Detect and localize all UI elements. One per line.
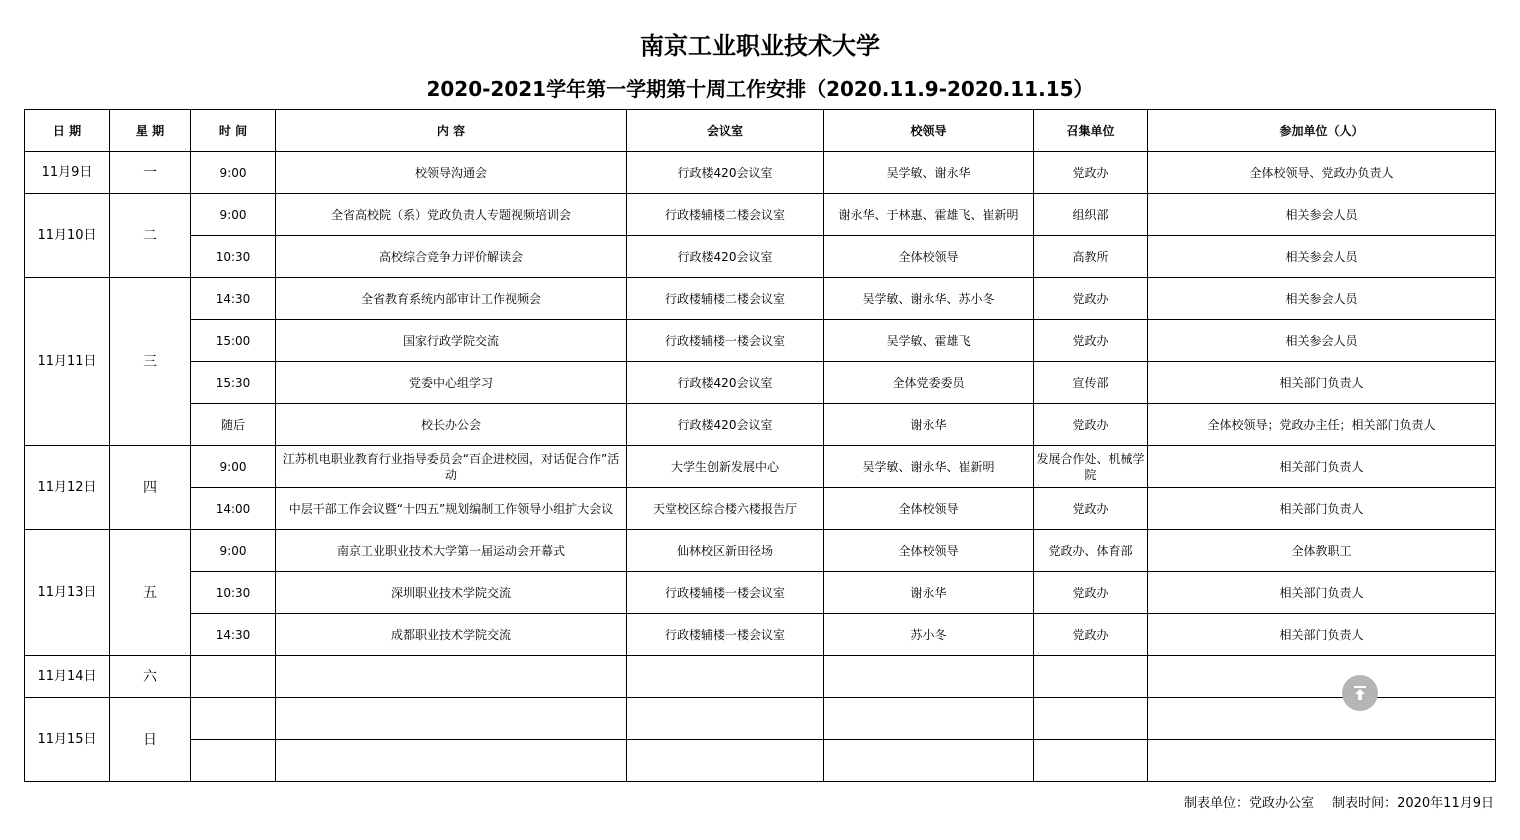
table-row — [25, 740, 1496, 782]
schedule-table — [24, 109, 1496, 782]
table-row — [25, 194, 1496, 236]
schedule-body — [25, 152, 1496, 782]
room-cell: 行政楼辅楼一楼会议室 — [627, 614, 824, 656]
attendees-cell: 相关部门负责人 — [1148, 572, 1496, 614]
leaders-cell: 全体校领导 — [824, 236, 1034, 278]
attendees-cell — [1148, 740, 1496, 782]
room-cell: 行政楼辅楼一楼会议室 — [627, 572, 824, 614]
attendees-cell: 相关参会人员 — [1148, 320, 1496, 362]
time-cell: 9:00 — [191, 446, 276, 488]
room-cell — [627, 698, 824, 740]
weekday-cell: 一 — [110, 152, 191, 194]
room-cell — [627, 656, 824, 698]
weekday-cell: 三 — [110, 278, 191, 446]
weekday-cell: 二 — [110, 194, 191, 278]
room-cell: 行政楼420会议室 — [627, 152, 824, 194]
column-header-attendees: 参加单位（人） — [1148, 110, 1496, 152]
attendees-cell: 全体教职工 — [1148, 530, 1496, 572]
room-cell: 行政楼辅楼二楼会议室 — [627, 278, 824, 320]
leaders-cell: 谢永华 — [824, 572, 1034, 614]
time-cell: 14:00 — [191, 488, 276, 530]
time-cell — [191, 740, 276, 782]
attendees-cell: 相关部门负责人 — [1148, 446, 1496, 488]
convener-cell: 党政办 — [1034, 320, 1148, 362]
column-header-convener: 召集单位 — [1034, 110, 1148, 152]
table-row — [25, 698, 1496, 740]
content-cell: 全省高校院（系）党政负责人专题视频培训会 — [276, 194, 627, 236]
time-cell: 10:30 — [191, 572, 276, 614]
leaders-cell: 吴学敏、谢永华、崔新明 — [824, 446, 1034, 488]
content-cell — [276, 698, 627, 740]
time-cell: 9:00 — [191, 530, 276, 572]
convener-cell — [1034, 740, 1148, 782]
convener-cell: 党政办 — [1034, 278, 1148, 320]
attendees-cell: 相关参会人员 — [1148, 278, 1496, 320]
date-cell: 11月13日 — [25, 530, 110, 656]
table-row — [25, 152, 1496, 194]
table-row — [25, 362, 1496, 404]
leaders-cell: 苏小冬 — [824, 614, 1034, 656]
time-cell — [191, 698, 276, 740]
convener-cell: 党政办 — [1034, 614, 1148, 656]
time-cell: 14:30 — [191, 278, 276, 320]
content-cell: 党委中心组学习 — [276, 362, 627, 404]
content-cell: 校领导沟通会 — [276, 152, 627, 194]
leaders-cell: 谢永华、于林惠、霍雄飞、崔新明 — [824, 194, 1034, 236]
content-cell: 成都职业技术学院交流 — [276, 614, 627, 656]
table-row — [25, 446, 1496, 488]
convener-cell: 组织部 — [1034, 194, 1148, 236]
content-cell — [276, 656, 627, 698]
room-cell: 行政楼420会议室 — [627, 236, 824, 278]
content-cell — [276, 740, 627, 782]
time-cell — [191, 656, 276, 698]
convener-cell: 高教所 — [1034, 236, 1148, 278]
date-cell: 11月15日 — [25, 698, 110, 782]
room-cell: 仙林校区新田径场 — [627, 530, 824, 572]
room-cell: 行政楼辅楼一楼会议室 — [627, 320, 824, 362]
leaders-cell: 吴学敏、谢永华、苏小冬 — [824, 278, 1034, 320]
date-cell: 11月10日 — [25, 194, 110, 278]
content-cell: 国家行政学院交流 — [276, 320, 627, 362]
leaders-cell — [824, 656, 1034, 698]
weekday-cell: 日 — [110, 698, 191, 782]
weekday-cell: 六 — [110, 656, 191, 698]
leaders-cell: 全体校领导 — [824, 488, 1034, 530]
footer-time: 制表时间：2020年11月9日 — [1332, 796, 1494, 811]
column-header-date: 日 期 — [25, 110, 110, 152]
attendees-cell: 相关部门负责人 — [1148, 362, 1496, 404]
leaders-cell: 吴学敏、谢永华 — [824, 152, 1034, 194]
date-cell: 11月11日 — [25, 278, 110, 446]
time-cell: 随后 — [191, 404, 276, 446]
time-cell: 9:00 — [191, 152, 276, 194]
table-row — [25, 404, 1496, 446]
attendees-cell: 全体校领导；党政办主任；相关部门负责人 — [1148, 404, 1496, 446]
table-row — [25, 656, 1496, 698]
table-row — [25, 572, 1496, 614]
table-row — [25, 530, 1496, 572]
column-header-time: 时 间 — [191, 110, 276, 152]
attendees-cell — [1148, 656, 1496, 698]
column-header-room: 会议室 — [627, 110, 824, 152]
column-header-weekday: 星 期 — [110, 110, 191, 152]
attendees-cell — [1148, 698, 1496, 740]
time-cell: 15:00 — [191, 320, 276, 362]
table-header-row — [25, 110, 1496, 152]
date-cell: 11月14日 — [25, 656, 110, 698]
back-to-top-button[interactable] — [1342, 675, 1378, 711]
table-row — [25, 278, 1496, 320]
content-cell: 南京工业职业技术大学第一届运动会开幕式 — [276, 530, 627, 572]
room-cell: 行政楼辅楼二楼会议室 — [627, 194, 824, 236]
content-cell: 校长办公会 — [276, 404, 627, 446]
table-row — [25, 614, 1496, 656]
leaders-cell: 全体党委委员 — [824, 362, 1034, 404]
leaders-cell: 谢永华 — [824, 404, 1034, 446]
column-header-content: 内 容 — [276, 110, 627, 152]
attendees-cell: 全体校领导、党政办负责人 — [1148, 152, 1496, 194]
time-cell: 10:30 — [191, 236, 276, 278]
room-cell: 行政楼420会议室 — [627, 362, 824, 404]
time-cell: 14:30 — [191, 614, 276, 656]
content-cell: 高校综合竞争力评价解读会 — [276, 236, 627, 278]
weekday-cell: 五 — [110, 530, 191, 656]
leaders-cell: 全体校领导 — [824, 530, 1034, 572]
attendees-cell: 相关部门负责人 — [1148, 614, 1496, 656]
convener-cell: 党政办 — [1034, 488, 1148, 530]
time-cell: 9:00 — [191, 194, 276, 236]
content-cell: 深圳职业技术学院交流 — [276, 572, 627, 614]
convener-cell: 党政办 — [1034, 152, 1148, 194]
room-cell: 行政楼420会议室 — [627, 404, 824, 446]
page-subtitle: 2020-2021学年第一学期第十周工作安排（2020.11.9-2020.11.15） — [426, 77, 1094, 101]
convener-cell: 宣传部 — [1034, 362, 1148, 404]
content-cell: 江苏机电职业教育行业指导委员会“百企进校园，对话促合作”活动 — [276, 446, 627, 488]
convener-cell — [1034, 656, 1148, 698]
table-row — [25, 488, 1496, 530]
table-row — [25, 236, 1496, 278]
room-cell: 大学生创新发展中心 — [627, 446, 824, 488]
room-cell: 天堂校区综合楼六楼报告厅 — [627, 488, 824, 530]
leaders-cell — [824, 698, 1034, 740]
convener-cell: 党政办 — [1034, 572, 1148, 614]
content-cell: 中层干部工作会议暨“十四五”规划编制工作领导小组扩大会议 — [276, 488, 627, 530]
footer — [1170, 794, 1494, 814]
date-cell: 11月9日 — [25, 152, 110, 194]
attendees-cell: 相关参会人员 — [1148, 194, 1496, 236]
date-cell: 11月12日 — [25, 446, 110, 530]
table-row — [25, 320, 1496, 362]
page-title: 南京工业职业技术大学 — [640, 32, 880, 60]
convener-cell: 党政办、体育部 — [1034, 530, 1148, 572]
content-cell: 全省教育系统内部审计工作视频会 — [276, 278, 627, 320]
attendees-cell: 相关部门负责人 — [1148, 488, 1496, 530]
column-header-leaders: 校领导 — [824, 110, 1034, 152]
time-cell: 15:30 — [191, 362, 276, 404]
attendees-cell: 相关参会人员 — [1148, 236, 1496, 278]
leaders-cell — [824, 740, 1034, 782]
convener-cell: 发展合作处、机械学院 — [1034, 446, 1148, 488]
convener-cell — [1034, 698, 1148, 740]
footer-unit: 制表单位：党政办公室 — [1183, 796, 1314, 811]
leaders-cell: 吴学敏、霍雄飞 — [824, 320, 1034, 362]
back-to-top-icon — [1350, 683, 1370, 703]
weekday-cell: 四 — [110, 446, 191, 530]
room-cell — [627, 740, 824, 782]
convener-cell: 党政办 — [1034, 404, 1148, 446]
